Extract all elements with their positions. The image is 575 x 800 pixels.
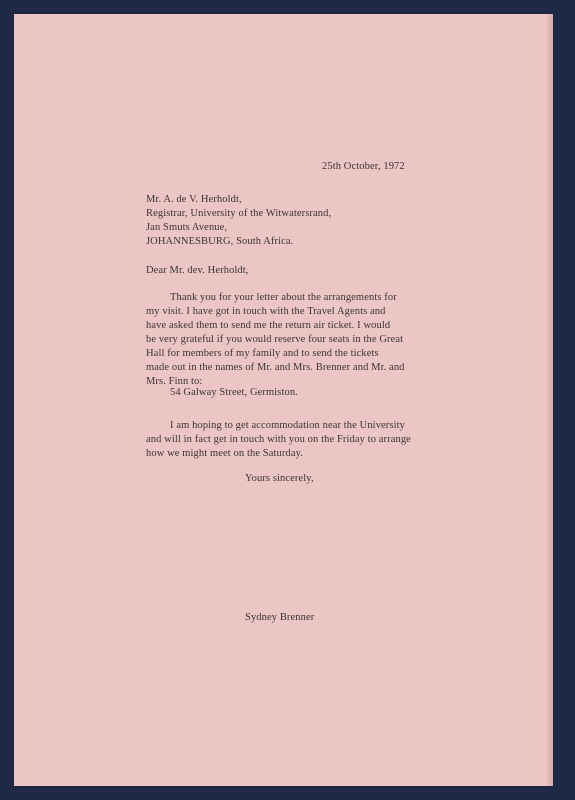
paragraph-line: and will in fact get in touch with you on the Friday to arrange (146, 434, 411, 445)
paragraph-line: 54 Galway Street, Germiston. (170, 387, 298, 398)
body-paragraph-2 (146, 386, 490, 400)
body-paragraph-3 (146, 419, 466, 461)
paragraph-line: have asked them to send me the return air ticket. I would (146, 320, 391, 331)
letter-date: 25th October, 1972 (322, 161, 405, 172)
recipient-address (146, 193, 331, 249)
paragraph-line: how we might meet on the Saturday. (146, 448, 303, 459)
letter-page (14, 14, 553, 786)
address-line: Mr. A. de V. Herholdt, (146, 194, 242, 205)
paragraph-line: be very grateful if you would reserve four seats in the Great (146, 334, 404, 345)
page-edge (547, 14, 553, 786)
paragraph-line: Hall for members of my family and to send the tickets (146, 348, 379, 359)
paragraph-line: made out in the names of Mr. and Mrs. Brenner and Mr. and (146, 362, 405, 373)
address-line: Jan Smuts Avenue, (146, 222, 228, 233)
address-line: Registrar, University of the Witwatersrand, (146, 208, 332, 219)
address-line: JOHANNESBURG, South Africa. (146, 236, 294, 247)
body-paragraph-1 (146, 291, 466, 389)
paragraph-line: my visit. I have got in touch with the Travel Agents and (146, 306, 386, 317)
signature-name: Sydney Brenner (245, 612, 315, 623)
salutation: Dear Mr. dev. Herholdt, (146, 265, 249, 276)
paragraph-line: I am hoping to get accommodation near the University (170, 420, 405, 431)
paragraph-line: Thank you for your letter about the arrangements for (170, 292, 397, 303)
closing: Yours sincerely, (245, 473, 314, 484)
paragraph-line: Mrs. Finn to: (146, 376, 203, 387)
